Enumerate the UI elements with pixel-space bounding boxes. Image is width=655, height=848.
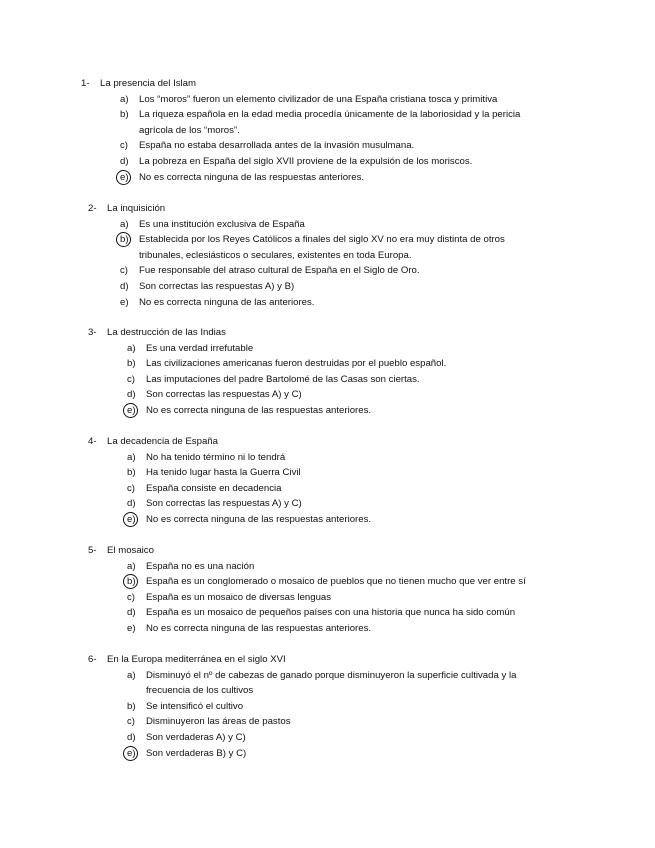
option-letter: a) — [127, 560, 136, 572]
option-letter: e) — [120, 296, 129, 308]
option-letter: a) — [120, 218, 129, 230]
question-number: 6- — [88, 654, 97, 665]
option-text: Ha tenido lugar hasta la Guerra Civil — [146, 467, 301, 479]
question-number: 1- — [81, 78, 90, 89]
answer-mark-circle — [123, 512, 138, 527]
option-text: No es correcta ninguna de las respuestas anteriores. — [146, 405, 372, 416]
option-text: Son verdaderas A) y C) — [146, 732, 246, 743]
option-letter: c) — [127, 591, 135, 603]
option-letter: c) — [120, 140, 128, 152]
option-letter: e) — [127, 747, 136, 759]
option-text: Son correctas las respuestas A) y C) — [146, 389, 302, 401]
answer-mark-circle — [116, 232, 131, 247]
option-letter: b) — [127, 358, 136, 370]
option-letter: b) — [127, 576, 136, 588]
option-letter: b) — [127, 700, 136, 712]
option-letter: e) — [127, 623, 136, 634]
option-text: Son correctas las respuestas A) y C) — [146, 498, 302, 510]
option-letter: d) — [120, 281, 129, 292]
question-number: 4- — [88, 436, 97, 447]
option-text: Las civilizaciones americanas fueron destruidas por el pueblo español. — [146, 358, 447, 370]
option-letter: a) — [127, 669, 136, 681]
option-letter: e) — [127, 405, 136, 416]
option-letter: c) — [120, 265, 128, 277]
question-title: La presencia del Islam — [100, 78, 196, 89]
option-text: Establecida por los Reyes Católicos a finales del siglo XV no era muy distinta de otros — [139, 234, 505, 246]
option-text: No es correcta ninguna de las respuestas anteriores. — [146, 514, 372, 525]
option-text: La pobreza en España del siglo XVII proviene de la expulsión de los moriscos. — [139, 156, 473, 167]
option-letter: d) — [120, 156, 129, 167]
question-title: La destrucción de las Indias — [107, 327, 226, 338]
option-text: Los “moros” fueron un elemento civilizador de una España cristiana tosca y primitiva — [139, 93, 498, 105]
option-text: No es correcta ninguna de las respuestas anteriores. — [146, 623, 372, 634]
question-title: La decadencia de España — [107, 436, 218, 447]
option-letter: a) — [127, 451, 136, 463]
answer-mark-circle — [123, 574, 138, 589]
option-text: Es una verdad irrefutable — [146, 342, 254, 354]
question-title: La inquisición — [107, 203, 166, 214]
question-number: 3- — [88, 327, 97, 338]
option-text: España no estaba desarrollada antes de la invasión musulmana. — [139, 140, 415, 152]
option-text: Fue responsable del atraso cultural de España en el Siglo de Oro. — [139, 265, 420, 277]
option-text: España es un mosaico de pequeños países con una historia que nunca ha sido común — [146, 607, 516, 619]
option-letter: e) — [127, 514, 136, 525]
option-text: España es un mosaico de diversas lenguas — [146, 591, 332, 603]
option-letter: d) — [127, 498, 136, 510]
option-letter: c) — [127, 716, 135, 728]
option-text: Es una institución exclusiva de España — [139, 218, 305, 230]
option-text: Se intensificó el cultivo — [146, 700, 244, 712]
option-text: agrícola de los “moros”. — [139, 124, 240, 136]
question-number: 2- — [88, 203, 97, 214]
option-letter: d) — [127, 732, 136, 743]
option-letter: b) — [127, 467, 136, 479]
option-letter: b) — [120, 109, 129, 121]
answer-mark-circle — [123, 746, 138, 761]
option-letter: c) — [127, 482, 135, 494]
question-title: En la Europa mediterránea en el siglo XVI — [107, 654, 286, 665]
option-letter: a) — [127, 342, 136, 354]
option-text: Son correctas las respuestas A) y B) — [139, 281, 295, 292]
option-letter: e) — [120, 171, 129, 183]
option-letter: d) — [127, 607, 136, 619]
option-text: España no es una nación — [146, 560, 255, 572]
option-text: La riqueza española en la edad media procedía únicamente de la laboriosidad y la pericia — [139, 109, 521, 121]
option-letter: b) — [120, 234, 129, 246]
option-text: No ha tenido término ni lo tendrá — [146, 451, 286, 463]
option-text: tribunales, eclesiásticos o seculares, existentes en toda Europa. — [139, 249, 412, 261]
answer-mark-circle — [116, 170, 131, 185]
option-letter: a) — [120, 93, 129, 105]
option-text: España es un conglomerado o mosaico de pueblos que no tienen mucho que ver entre sí — [146, 576, 526, 588]
answer-mark-circle — [123, 403, 138, 418]
option-text: Las imputaciones del padre Bartolomé de las Casas son ciertas. — [146, 373, 420, 385]
option-letter: c) — [127, 373, 135, 385]
option-text: Disminuyeron las áreas de pastos — [146, 716, 291, 728]
question-number: 5- — [88, 545, 97, 556]
option-text: No es correcta ninguna de las respuestas anteriores. — [139, 171, 365, 183]
option-text: Son verdaderas B) y C) — [146, 747, 247, 759]
option-text: frecuencia de los cultivos — [146, 685, 254, 697]
option-text: Disminuyó el nº de cabezas de ganado porque disminuyeron la superficie cultivada y la — [146, 669, 517, 681]
option-text: No es correcta ninguna de las anteriores. — [139, 296, 315, 308]
option-letter: d) — [127, 389, 136, 401]
question-title: El mosaico — [107, 545, 154, 556]
option-text: España consiste en decadencia — [146, 482, 282, 494]
